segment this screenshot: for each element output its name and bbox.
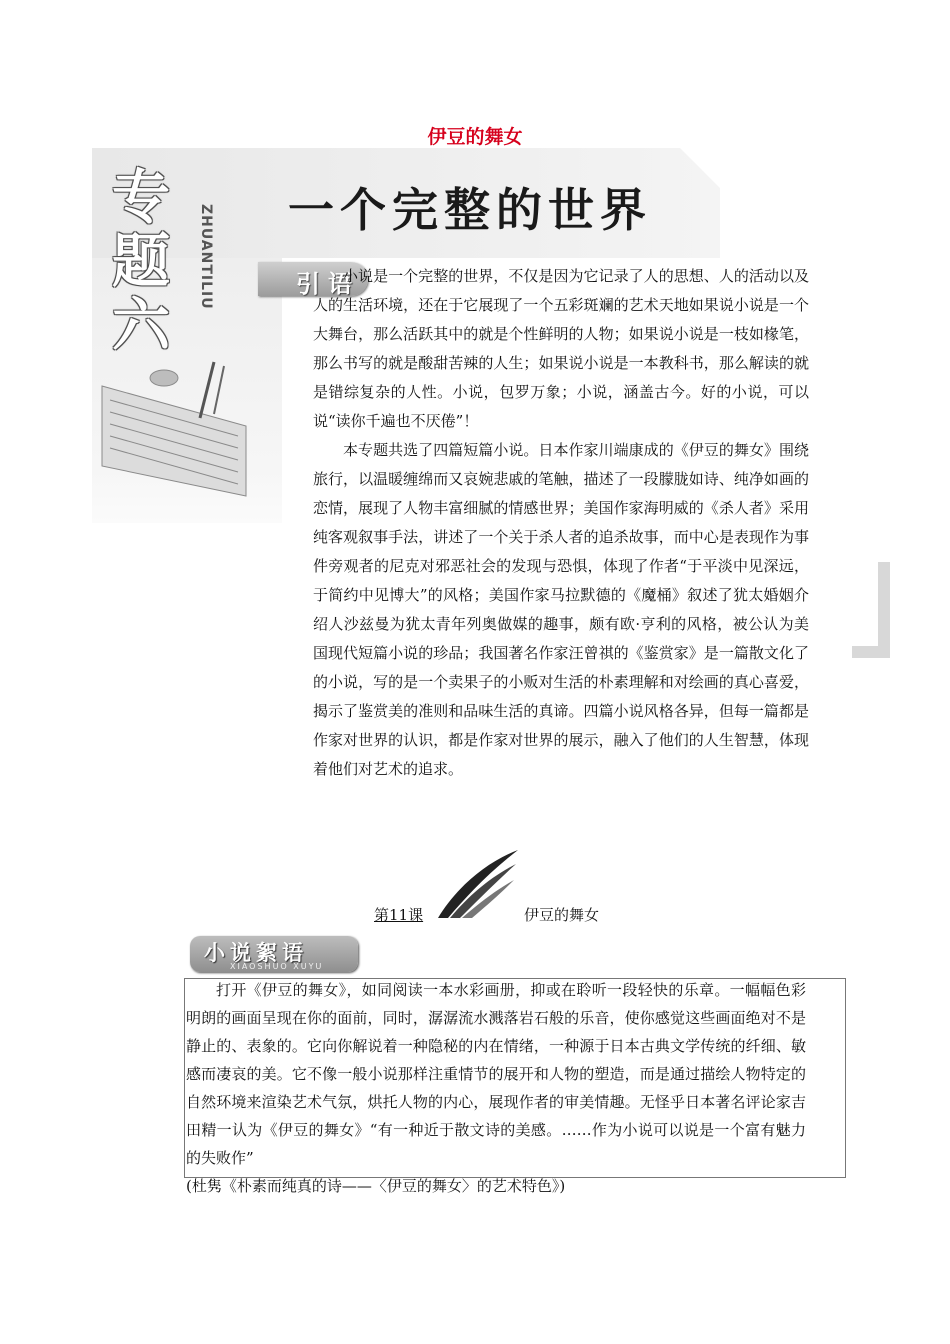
swoosh-ornament bbox=[436, 848, 520, 920]
intro-text bbox=[313, 262, 809, 784]
section-badge bbox=[190, 936, 358, 972]
badge-pinyin: XIAOSHUO XUYU bbox=[230, 962, 324, 971]
box-text bbox=[186, 976, 806, 1172]
badge-title: 小说絮语 bbox=[204, 941, 308, 965]
box-paragraph: 打开《伊豆的舞女》，如同阅读一本水彩画册，抑或在聆听一段轻快的乐章。一幅幅色彩明朗的画面呈现在你的面前，同时，潺潺流水溅落岩石般的乐音，使你感觉这些画面绝对不是静止的、表象的。它向你解说着一种隐秘的内在情绪，一种源于日本古典文学传统的纤细、敏感而凄哀的美。它不像一般小说那样注重情节的展开和人物的塑造，而是通过描绘人物特定的自然环境来渲染艺术气氛，烘托人物的内心，展现作者的审美情趣。无怪乎日本著名评论家吉田精一认为《伊豆的舞女》“有一种近于散文诗的美感。……作为小说可以说是一个富有魅力的失败作” bbox=[186, 981, 806, 1167]
citation: (杜隽《朴素而纯真的诗——〈伊豆的舞女〉的艺术特色》) bbox=[186, 1177, 566, 1195]
section-label: 引语 bbox=[296, 270, 360, 298]
scroll-brush-illustration bbox=[96, 356, 276, 516]
series-label: 专题六 bbox=[112, 163, 171, 359]
corner-bracket-decoration bbox=[852, 562, 892, 662]
top-title: 伊豆的舞女 bbox=[427, 126, 523, 148]
lesson-number: 第11课 bbox=[374, 906, 424, 924]
lesson-title: 伊豆的舞女 bbox=[524, 906, 600, 924]
main-heading: 一个完整的世界 bbox=[288, 183, 652, 237]
series-pinyin: ZHUANTILIU bbox=[198, 204, 214, 310]
intro-paragraph: 小说是一个完整的世界，不仅是因为它记录了人的思想、人的活动以及人的生活环境，还在于它展现了一个五彩斑斓的艺术天地如果说小说是一个大舞台，那么活跃其中的就是个性鲜明的人物；如果说小说是一枝如椽笔，那么书写的就是酸甜苦辣的人生；如果说小说是一本教科书，那么解读的就是错综复杂的人性。小说，包罗万象；小说，涵盖古今。好的小说，可以说“读你千遍也不厌倦”！ bbox=[313, 267, 809, 430]
intro-paragraph: 本专题共选了四篇短篇小说。日本作家川端康成的《伊豆的舞女》围绕旅行，以温暖缠绵而又哀婉悲戚的笔触，描述了一段朦胧如诗、纯净如画的恋情，展现了人物丰富细腻的情感世界；美国作家海明威的《杀人者》采用纯客观叙事手法，讲述了一个关于杀人者的追杀故事，而中心是表现作为事件旁观者的尼克对邪恶社会的发现与恐惧，体现了作者“于平淡中见深远，于简约中见博大”的风格；美国作家马拉默德的《魔桶》叙述了犹太婚姻介绍人沙兹曼为犹太青年列奥做媒的趣事，颇有欧·亨利的风格，被公认为美国现代短篇小说的珍品；我国著名作家汪曾祺的《鉴赏家》是一篇散文化了的小说，写的是一个卖果子的小贩对生活的朴素理解和对绘画的真心喜爱，揭示了鉴赏美的准则和品味生活的真谛。四篇小说风格各异，但每一篇都是作家对世界的认识，都是作家对世界的展示，融入了他们的人生智慧，体现着他们对艺术的追求。 bbox=[313, 441, 809, 778]
